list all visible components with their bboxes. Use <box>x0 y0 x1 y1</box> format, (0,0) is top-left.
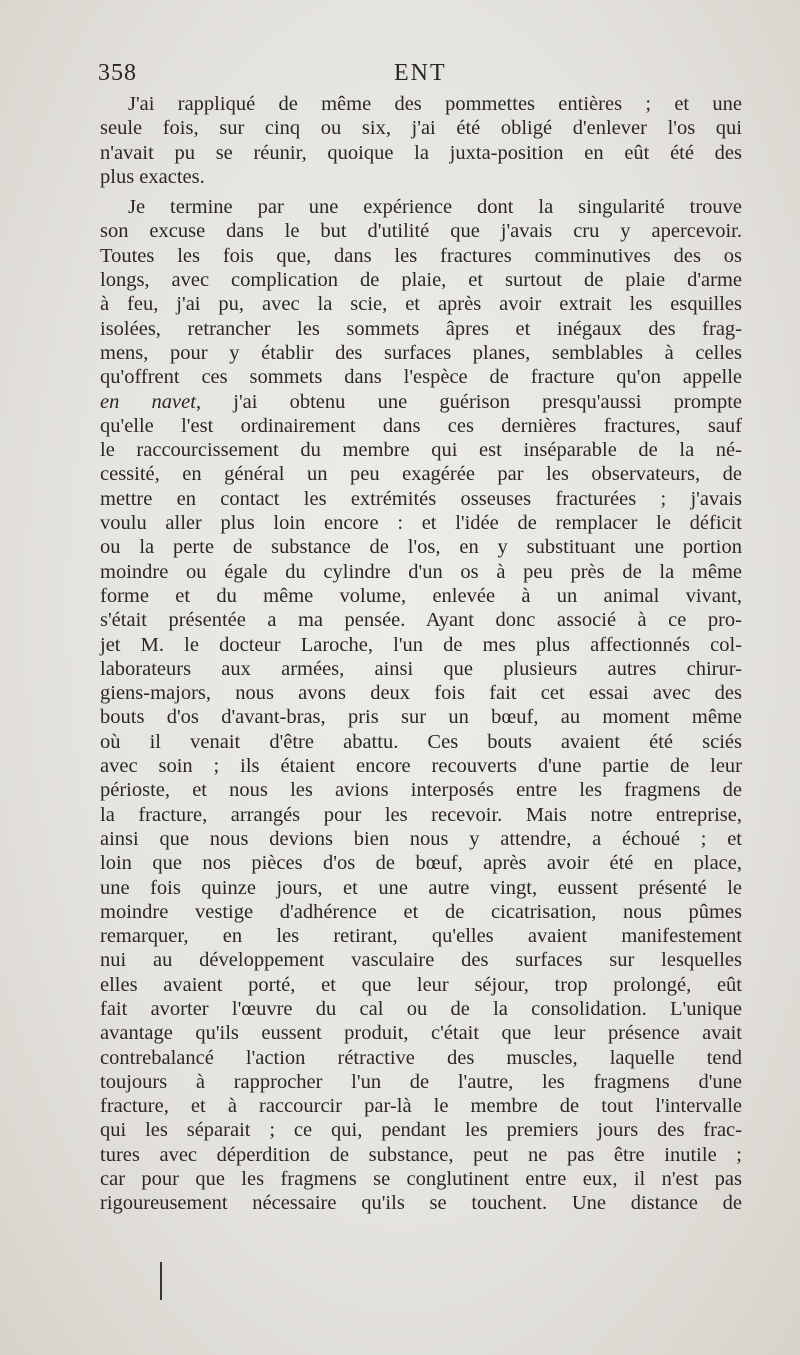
margin-pencil-mark <box>160 1262 162 1300</box>
text-line: fait avorter l'œuvre du cal ou de la consolidation. L'unique <box>100 997 742 1020</box>
text-line: forme et du même volume, enlevée à un animal vivant, <box>100 584 742 607</box>
text-line: tures avec déperdition de substance, peut ne pas être inutile ; <box>100 1143 742 1166</box>
text-line: périoste, et nous les avions interposés entre les fragmens de <box>100 779 742 802</box>
text-line: J'ai rappliqué de même des pommettes entières ; et une <box>128 93 742 115</box>
text-line: mens, pour y établir des surfaces planes, semblables à celles <box>100 341 742 364</box>
text-line: s'était présentée a ma pensée. Ayant donc associé à ce pro- <box>100 609 742 632</box>
running-head <box>98 60 740 90</box>
italic-phrase: en navet <box>100 390 196 413</box>
text-line: la fracture, arrangés pour les recevoir. Mais notre entreprise, <box>100 803 742 826</box>
text-line: giens-majors, nous avons deux fois fait cet essai avec des <box>100 682 742 705</box>
text-line: moindre ou égale du cylindre d'un os à peu près de la même <box>100 560 742 583</box>
text-line: bouts d'os d'avant-bras, pris sur un bœuf, au moment même <box>100 706 742 729</box>
text-line: plus exactes. <box>100 165 205 188</box>
text-line: rigoureusement nécessaire qu'ils se touchent. Une distance de <box>100 1192 742 1215</box>
text-line: ou la perte de substance de l'os, en y substituant une portion <box>100 536 742 559</box>
text-line: toujours à rapprocher l'un de l'autre, les fragmens d'une <box>100 1070 742 1093</box>
text-line: qu'offrent ces sommets dans l'espèce de fracture qu'on appelle <box>100 366 742 389</box>
text-line-en-navet: en navet, j'ai obtenu une guérison presqu'aussi prompte <box>100 390 743 413</box>
text-line: qui les séparait ; ce qui, pendant les premiers jours des frac- <box>100 1119 742 1142</box>
text-line: contrebalancé l'action rétractive des muscles, laquelle tend <box>100 1046 742 1069</box>
running-title: ENT <box>394 60 447 86</box>
text-line: loin que nos pièces d'os de bœuf, après avoir été en place, <box>100 852 742 875</box>
text-line: son excuse dans le but d'utilité que j'avais cru y apercevoir. <box>100 220 742 243</box>
text-line: elles avaient porté, et que leur séjour, trop prolongé, eût <box>100 973 742 996</box>
text-line: remarquer, en les retirant, qu'elles avaient manifestement <box>100 925 742 948</box>
text-line: car pour que les fragmens se conglutinent entre eux, il n'est pas <box>100 1168 742 1191</box>
text-line: nui au développement vasculaire des surfaces sur lesquelles <box>100 949 742 972</box>
text-line: Toutes les fois que, dans les fractures comminutives des os <box>100 244 742 267</box>
text-line: moindre vestige d'adhérence et de cicatrisation, nous pûmes <box>100 900 742 923</box>
text-line: avantage qu'ils eussent produit, c'était que leur présence avait <box>100 1022 742 1045</box>
text-line: laborateurs aux armées, ainsi que plusieurs autres chirur- <box>100 657 742 680</box>
text-line: une fois quinze jours, et une autre vingt, eussent présenté le <box>100 876 742 899</box>
text-line: le raccourcissement du membre qui est inséparable de la né- <box>100 439 742 462</box>
text-line: cessité, en général un peu exagérée par les observateurs, de <box>100 463 742 486</box>
text-line: fracture, et à raccourcir par-là le membre de tout l'intervalle <box>100 1095 742 1118</box>
paragraph-1 <box>100 92 742 189</box>
text-line: longs, avec complication de plaie, et surtout de plaie d'arme <box>100 269 742 292</box>
text-line: à feu, j'ai pu, avec la scie, et après avoir extrait les esquilles <box>100 293 742 316</box>
text-line: où il venait d'être abattu. Ces bouts avaient été sciés <box>100 730 742 753</box>
text-line: mettre en contact les extrémités osseuses fracturées ; j'avais <box>100 487 742 510</box>
text-line: Je termine par une expérience dont la singularité trouve <box>128 196 742 219</box>
text-line: jet M. le docteur Laroche, l'un de mes plus affectionnés col- <box>100 633 742 656</box>
paragraph-2 <box>100 195 742 1215</box>
text-line: seule fois, sur cinq ou six, j'ai été obligé d'enlever l'os qui <box>100 117 742 140</box>
text-line: qu'elle l'est ordinairement dans ces dernières fractures, sauf <box>100 414 742 437</box>
text-line: avec soin ; ils étaient encore recouverts d'une partie de leur <box>100 755 742 778</box>
body-text <box>100 92 742 1222</box>
text-line: ainsi que nous devions bien nous y attendre, a échoué ; et <box>100 827 742 850</box>
text-line: voulu aller plus loin encore : et l'idée de remplacer le déficit <box>100 512 742 535</box>
page-number: 358 <box>98 60 137 86</box>
text-line: isolées, retrancher les sommets âpres et inégaux des frag- <box>100 317 742 340</box>
text-line: n'avait pu se réunir, quoique la juxta-position en eût été des <box>100 141 742 164</box>
